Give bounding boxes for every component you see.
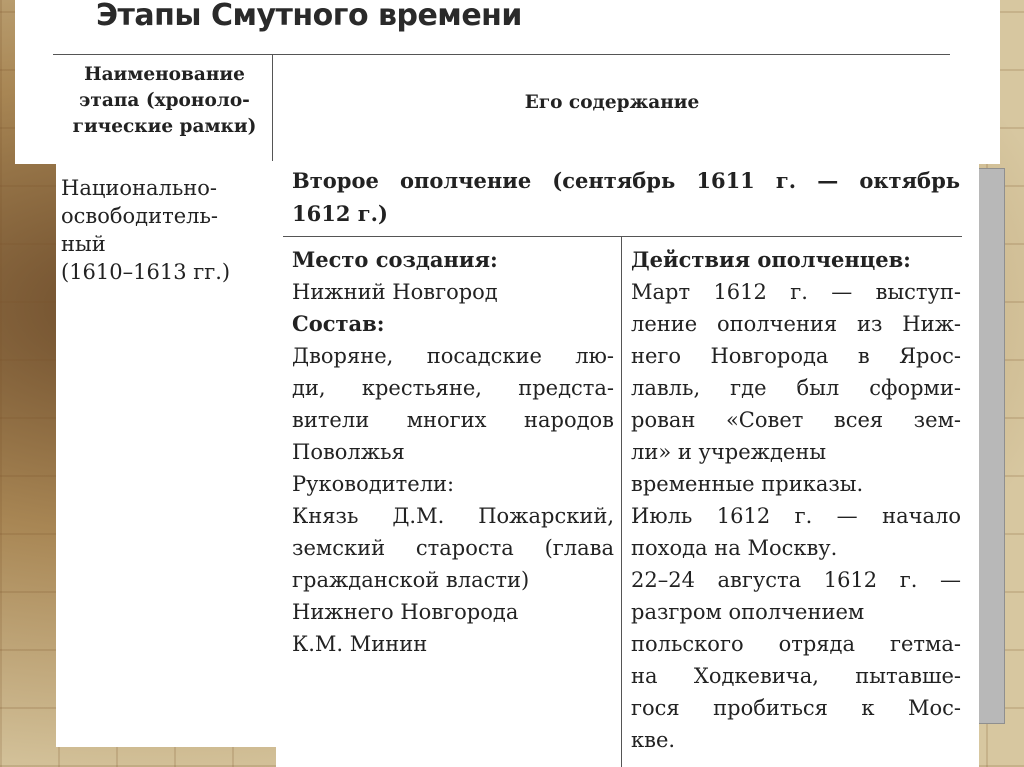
header-stage-name-line: этапа (хроноло-: [79, 90, 250, 111]
militia-actions: [631, 244, 961, 756]
actions-line: 22–24 августа 1612 г. —: [631, 568, 961, 592]
actions-line: ли» и учреждены: [631, 440, 827, 464]
leaders-line: земский староста (глава: [292, 536, 614, 560]
leaders-line: Князь Д.М. Пожарский,: [292, 504, 614, 528]
militia-title-line: Второе ополчение (сентябрь 1611 г. — октябрь: [292, 168, 960, 193]
stage-name-line: (1610–1613 гг.): [61, 260, 231, 284]
leaders-line: гражданской власти): [292, 568, 530, 592]
leaders-line: К.М. Минин: [292, 632, 428, 656]
header-content: Его содержание: [524, 92, 700, 113]
place-value: Нижний Новгород: [292, 280, 498, 304]
stage-name-line: освободитель-: [61, 204, 218, 228]
composition-heading: Состав:: [292, 311, 385, 336]
actions-line: польского отряда гетма-: [631, 632, 961, 656]
actions-line: кве.: [631, 728, 676, 752]
stage-name: [61, 174, 266, 286]
actions-line: Июль 1612 г. — начало: [631, 504, 961, 528]
actions-line: Март 1612 г. — выступ-: [631, 280, 961, 304]
actions-line: ление ополчения из Ниж-: [631, 312, 961, 336]
actions-line: рован «Совет всея зем-: [631, 408, 961, 432]
actions-line: временные приказы.: [631, 472, 864, 496]
place-heading: Место создания:: [292, 247, 498, 272]
leaders-heading: Руководители:: [292, 472, 455, 496]
actions-line: гося пробиться к Мос-: [631, 696, 961, 720]
actions-line: похода на Москву.: [631, 536, 838, 560]
header-stage-name-line: гические рамки): [72, 116, 257, 137]
header-stage-name: [57, 62, 272, 140]
stage-name-line: ный: [61, 232, 106, 256]
composition-line: Дворяне, посадские лю-: [292, 344, 614, 368]
actions-line: разгром ополчением: [631, 600, 865, 624]
leaders-line: Нижнего Новгорода: [292, 600, 519, 624]
header-stage-name-line: Наименование: [84, 64, 245, 85]
header-top-rule: [53, 54, 950, 55]
stage-name-line: Национально-: [61, 176, 218, 200]
composition-line: ди, крестьяне, предста-: [292, 376, 614, 400]
militia-title: [292, 164, 960, 230]
actions-line: него Новгорода в Ярос-: [631, 344, 961, 368]
actions-line: на Ходкевича, пытавше-: [631, 664, 961, 688]
page-title: Этапы Смутного времени: [96, 0, 522, 33]
composition-line: вители многих народов: [292, 408, 614, 432]
militia-title-line: 1612 г.): [292, 201, 388, 226]
composition-line: Поволжья: [292, 440, 405, 464]
actions-line: лавль, где был сформи-: [631, 376, 961, 400]
content-divider-horizontal: [283, 236, 962, 237]
militia-details: [292, 244, 614, 660]
content-divider-vertical: [621, 236, 622, 767]
actions-heading: Действия ополченцев:: [631, 247, 911, 272]
